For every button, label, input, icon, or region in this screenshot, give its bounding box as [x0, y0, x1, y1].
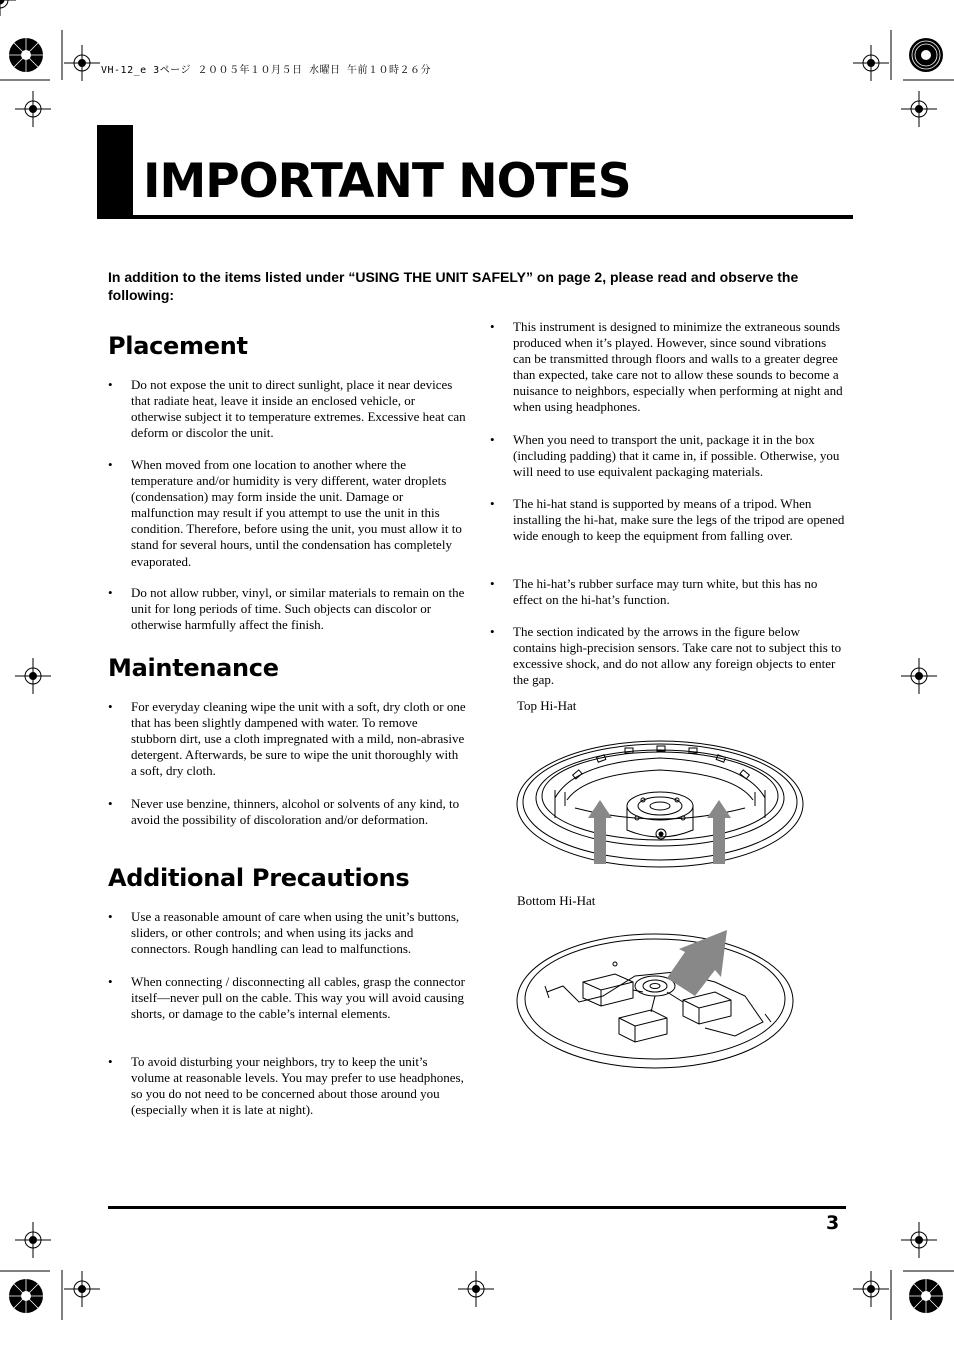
bullet-glyph: • [490, 624, 495, 639]
bullet-glyph: • [108, 585, 113, 600]
footer-rule [108, 1206, 846, 1209]
page-title: IMPORTANT NOTES [143, 154, 631, 209]
bottom-hihat-illustration [515, 926, 800, 1072]
heading-maintenance: Maintenance [108, 654, 279, 682]
bullet-glyph: • [108, 699, 113, 714]
bullet-glyph: • [108, 796, 113, 811]
heading-additional-precautions: Additional Precautions [108, 864, 410, 892]
list-item: • The hi-hat stand is supported by means of a tripod. When installing the hi-hat, make sure the legs of the tripod are opened wide enough to keep the equipment from falling over. [490, 496, 845, 544]
list-item: • Use a reasonable amount of care when using the unit’s buttons, sliders, or other controls; and when using its jacks and connectors. Rough handling can lead to malfunctions. [108, 909, 460, 957]
list-item: • When you need to transport the unit, package it in the box (including padding) that it came in, if possible. Otherwise, you will need to use equivalent packaging materials. [490, 432, 840, 480]
list-item: • Do not allow rubber, vinyl, or similar materials to remain on the unit for long periods of time. Such objects can discolor or otherwise harmfully affect the finish. [108, 585, 465, 633]
figure-caption-bottom: Bottom Hi-Hat [517, 893, 596, 908]
list-item: • The section indicated by the arrows in the figure below contains high-precision sensors. Take care not to subject this to excessive shock, and do not allow any foreign objects to enter the gap. [490, 624, 842, 688]
list-item: • Do not expose the unit to direct sunlight, place it near devices that radiate heat, leave it inside an enclosed vehicle, or otherwise subject it to temperature extremes. Excessive heat can deform or discolor the unit. [108, 377, 466, 441]
bullet-glyph: • [108, 1054, 113, 1069]
heading-placement: Placement [108, 332, 248, 360]
title-accent-bar [97, 125, 133, 219]
bullet-glyph: • [108, 457, 113, 472]
page-number: 3 [826, 1212, 840, 1234]
bullet-glyph: • [490, 496, 495, 511]
list-item: • The hi-hat’s rubber surface may turn white, but this has no effect on the hi-hat’s function. [490, 576, 818, 608]
list-item: • For everyday cleaning wipe the unit with a soft, dry cloth or one that has been slightly dampened with water. To remove stubborn dirt, use a cloth impregnated with a mild, non-abrasive detergent. Afterwards, be sure to wipe the unit thoroughly with a soft, dry cloth. [108, 699, 466, 779]
bullet-glyph: • [490, 576, 495, 591]
bullet-glyph: • [490, 432, 495, 447]
list-item: • Never use benzine, thinners, alcohol or solvents of any kind, to avoid the possibility of discoloration and/or deformation. [108, 796, 460, 828]
bullet-glyph: • [108, 909, 113, 924]
print-info-header: VH-12_e 3ページ ２００５年１０月５日 水曜日 午前１０時２６分 [101, 65, 432, 76]
bullet-glyph: • [490, 319, 495, 334]
list-item: • To avoid disturbing your neighbors, try to keep the unit’s volume at reasonable levels. You may prefer to use headphones, so you do not need to be concerned about those around you (especially when it is late at night). [108, 1054, 464, 1118]
intro-text: In addition to the items listed under “USING THE UNIT SAFELY” on page 2, please read and observe the following: [108, 269, 799, 303]
list-item: • When moved from one location to another where the temperature and/or humidity is very different, water droplets (condensation) may form inside the unit. Damage or malfunction may result if you attempt to use the unit in this condition. Therefore, before using the unit, you must allow it to stand for several hours, until the condensation has completely evaporated. [108, 457, 462, 569]
title-rule [97, 215, 853, 219]
bullet-glyph: • [108, 974, 113, 989]
figure-caption-top: Top Hi-Hat [517, 698, 577, 713]
list-item: • When connecting / disconnecting all cables, grasp the connector itself—never pull on the cable. This way you will avoid causing shorts, or damage to the cable’s internal elements. [108, 974, 465, 1022]
top-hihat-illustration [515, 722, 805, 870]
list-item: • This instrument is designed to minimize the extraneous sounds produced when it’s played. However, since sound vibrations can be transmitted through floors and walls to a greater degree than expected, take care not to allow these sounds to become a nuisance to neighbors, especially when performing at night and when using headphones. [490, 319, 843, 415]
bullet-glyph: • [108, 377, 113, 392]
